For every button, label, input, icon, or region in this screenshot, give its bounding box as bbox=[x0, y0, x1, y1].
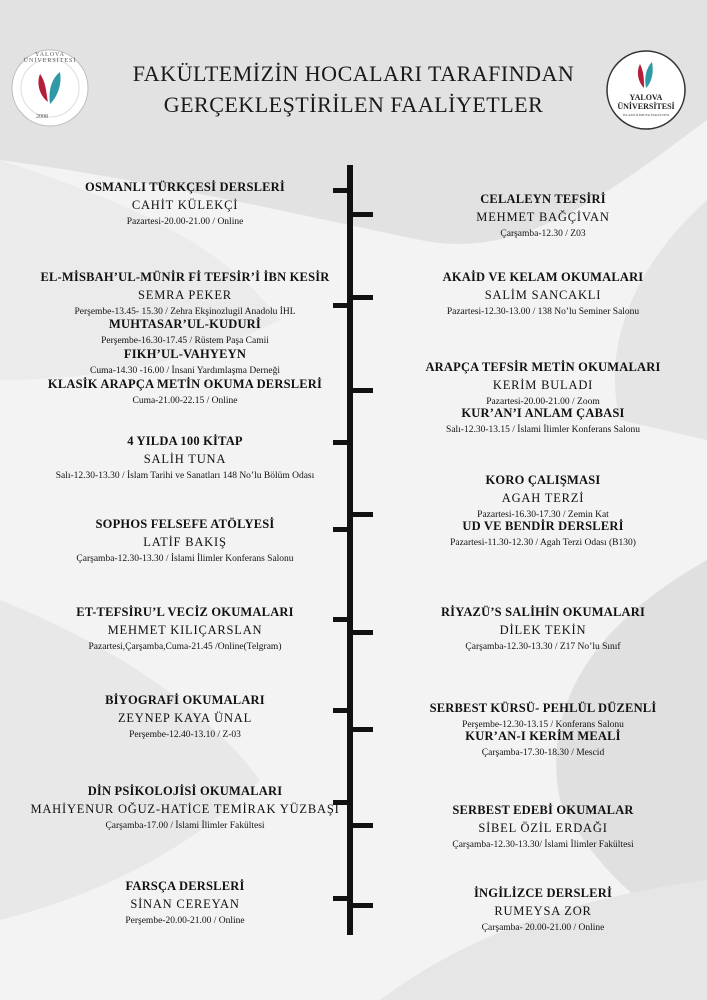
activity-entry bbox=[20, 517, 350, 564]
timeline-tick bbox=[353, 512, 373, 517]
instructor-name: SEMRA PEKER bbox=[138, 288, 232, 302]
activity-schedule: Çarşamba-17.00 / İslami İlimler Fakültesi bbox=[105, 821, 265, 831]
activity-schedule: Pazartesi-12.30-13.00 / 138 No’lu Seminer Salonu bbox=[446, 307, 640, 317]
left-logo-text: YALOVA ÜNİVERSİTESİ bbox=[23, 52, 77, 64]
instructor-name: SALİM SANCAKLI bbox=[484, 288, 602, 302]
instructor-name: ZEYNEP KAYA ÜNAL bbox=[117, 711, 253, 725]
activity-title: 4 YILDA 100 KİTAP bbox=[127, 434, 243, 448]
activity-entry bbox=[378, 729, 707, 758]
activity-entry bbox=[378, 192, 707, 239]
activity-entry bbox=[20, 270, 350, 317]
timeline-tick bbox=[353, 630, 373, 635]
instructor-name: LATİF BAKIŞ bbox=[143, 535, 227, 549]
instructor-name: RUMEYSA ZOR bbox=[494, 904, 592, 918]
timeline-tick bbox=[353, 823, 373, 828]
instructor-name: CAHİT KÜLEKÇİ bbox=[131, 198, 239, 212]
title-line-1: FAKÜLTEMİZİN HOCALARI TARAFINDAN bbox=[132, 61, 575, 86]
instructor-name: DİLEK TEKİN bbox=[499, 623, 587, 637]
activity-title: KLASİK ARAPÇA METİN OKUMA DERSLERİ bbox=[47, 377, 323, 391]
activity-entry bbox=[20, 317, 350, 346]
activity-schedule: Perşembe-13.45- 15.30 / Zehra Ekşinozlugil Anadolu İHL bbox=[74, 307, 296, 317]
instructor-name: KERİM BULADI bbox=[492, 378, 594, 392]
instructor-name: MEHMET KILIÇARSLAN bbox=[107, 623, 263, 637]
activity-entry bbox=[20, 605, 350, 652]
instructor-name: SİBEL ÖZİL ERDAĞI bbox=[478, 821, 608, 835]
activity-schedule: Çarşamba-12.30 / Z03 bbox=[500, 229, 586, 239]
activity-entry bbox=[378, 886, 707, 933]
timeline-tick bbox=[353, 388, 373, 393]
instructor-name: SALİH TUNA bbox=[143, 452, 227, 466]
activity-schedule: Perşembe-20.00-21.00 / Online bbox=[125, 916, 245, 926]
activity-title: ARAPÇA TEFSİR METİN OKUMALARI bbox=[425, 360, 661, 374]
activity-title: İNGİLİZCE DERSLERİ bbox=[473, 886, 613, 900]
activity-entry bbox=[20, 434, 350, 481]
activity-title: OSMANLI TÜRKÇESİ DERSLERİ bbox=[85, 180, 285, 194]
timeline-tick bbox=[353, 903, 373, 908]
activity-title: UD VE BENDİR DERSLERİ bbox=[462, 519, 624, 533]
timeline-tick bbox=[353, 212, 373, 217]
activity-entry bbox=[378, 270, 707, 317]
activity-entry bbox=[378, 406, 707, 435]
activity-title: AKAİD VE KELAM OKUMALARI bbox=[442, 270, 644, 284]
activity-schedule: Çarşamba-17.30-18.30 / Mescid bbox=[481, 748, 605, 758]
activity-title: ET-TEFSİRU’L VECİZ OKUMALARI bbox=[76, 605, 294, 619]
activity-title: CELALEYN TEFSİRİ bbox=[480, 192, 606, 206]
activity-entry bbox=[378, 360, 707, 407]
page-title bbox=[0, 58, 707, 120]
activity-schedule: Perşembe-16.30-17.45 / Rüstem Paşa Camii bbox=[101, 336, 269, 346]
activity-title: DİN PSİKOLOJİSİ OKUMALARI bbox=[87, 784, 283, 798]
activity-schedule: Salı-12.30-13.30 / İslam Tarihi ve Sanatları 148 No’lu Bölüm Odası bbox=[55, 471, 315, 481]
timeline-tick bbox=[353, 295, 373, 300]
right-logo-sub: İSLAMİ İLİMLER FAKÜLTESİ bbox=[622, 113, 670, 117]
activity-title: FARSÇA DERSLERİ bbox=[125, 879, 245, 893]
timeline-tick bbox=[353, 727, 373, 732]
activity-schedule: Pazartesi-11.30-12.30 / Agah Terzi Odası (B130) bbox=[450, 538, 636, 548]
activity-title: SERBEST EDEBİ OKUMALAR bbox=[452, 803, 634, 817]
activity-entry bbox=[20, 693, 350, 740]
right-logo-text: YALOVA ÜNİVERSİTESİ bbox=[617, 93, 675, 111]
activity-entry bbox=[20, 377, 350, 406]
activity-title: BİYOGRAFİ OKUMALARI bbox=[105, 693, 265, 707]
activity-title: KUR’AN’I ANLAM ÇABASI bbox=[461, 406, 625, 420]
activity-entry bbox=[378, 473, 707, 520]
activity-schedule: Perşembe-12.40-13.10 / Z-03 bbox=[129, 730, 241, 740]
instructor-name: MAHİYENUR OĞUZ-HATİCE TEMİRAK YÜZBAŞI bbox=[30, 802, 340, 816]
activity-schedule: Pazartesi-20.00-21.00 / Zoom bbox=[486, 397, 600, 407]
activity-title: FIKH’UL-VAHYEYN bbox=[123, 347, 247, 361]
title-line-2: GERÇEKLEŞTİRİLEN FAALİYETLER bbox=[163, 92, 544, 117]
activity-title: EL-MİSBAH’UL-MÜNİR Fİ TEFSİR’İ İBN KESİR bbox=[40, 270, 330, 284]
left-logo-year: 2008 bbox=[36, 114, 48, 120]
activity-entry bbox=[20, 879, 350, 926]
activity-schedule: Perşembe-12.30-13.15 / Konferans Salonu bbox=[462, 720, 624, 730]
activity-title: RİYAZÜ’S SALİHİN OKUMALARI bbox=[440, 605, 646, 619]
activity-title: SOPHOS FELSEFE ATÖLYESİ bbox=[95, 517, 275, 531]
activity-schedule: Salı-12.30-13.15 / İslami İlimler Konferans Salonu bbox=[446, 425, 640, 435]
activity-schedule: Pazartesi,Çarşamba,Cuma-21.45 /Online(Telgram) bbox=[88, 642, 282, 652]
activity-schedule: Çarşamba-12.30-13.30 / İslami İlimler Konferans Salonu bbox=[76, 554, 294, 564]
activity-entry bbox=[20, 784, 350, 831]
instructor-name: SİNAN CEREYAN bbox=[130, 897, 240, 911]
activity-entry bbox=[378, 701, 707, 730]
activity-schedule: Çarşamba- 20.00-21.00 / Online bbox=[481, 923, 605, 933]
activity-schedule: Çarşamba-12.30-13.30/ İslami İlimler Fakültesi bbox=[452, 840, 634, 850]
activity-schedule: Cuma-14.30 -16.00 / İnsani Yardımlaşma Derneği bbox=[90, 366, 280, 376]
activity-schedule: Çarşamba-12.30-13.30 / Z17 No’lu Sınıf bbox=[465, 642, 621, 652]
instructor-name: MEHMET BAĞÇİVAN bbox=[476, 210, 610, 224]
activity-entry bbox=[378, 519, 707, 548]
activity-schedule: Cuma-21.00-22.15 / Online bbox=[132, 396, 238, 406]
activity-title: KORO ÇALIŞMASI bbox=[485, 473, 601, 487]
activity-schedule: Pazartesi-20.00-21.00 / Online bbox=[126, 217, 244, 227]
activity-title: SERBEST KÜRSÜ- PEHLÜL DÜZENLİ bbox=[429, 701, 657, 715]
activity-entry bbox=[378, 605, 707, 652]
activity-entry bbox=[20, 347, 350, 376]
activity-entry bbox=[378, 803, 707, 850]
activity-title: MUHTASAR’UL-KUDURİ bbox=[109, 317, 261, 331]
instructor-name: AGAH TERZİ bbox=[501, 491, 585, 505]
activity-title: KUR’AN-I KERİM MEALİ bbox=[465, 729, 621, 743]
activity-entry bbox=[20, 180, 350, 227]
activity-schedule: Pazartesi-16.30-17.30 / Zemin Kat bbox=[477, 510, 609, 520]
